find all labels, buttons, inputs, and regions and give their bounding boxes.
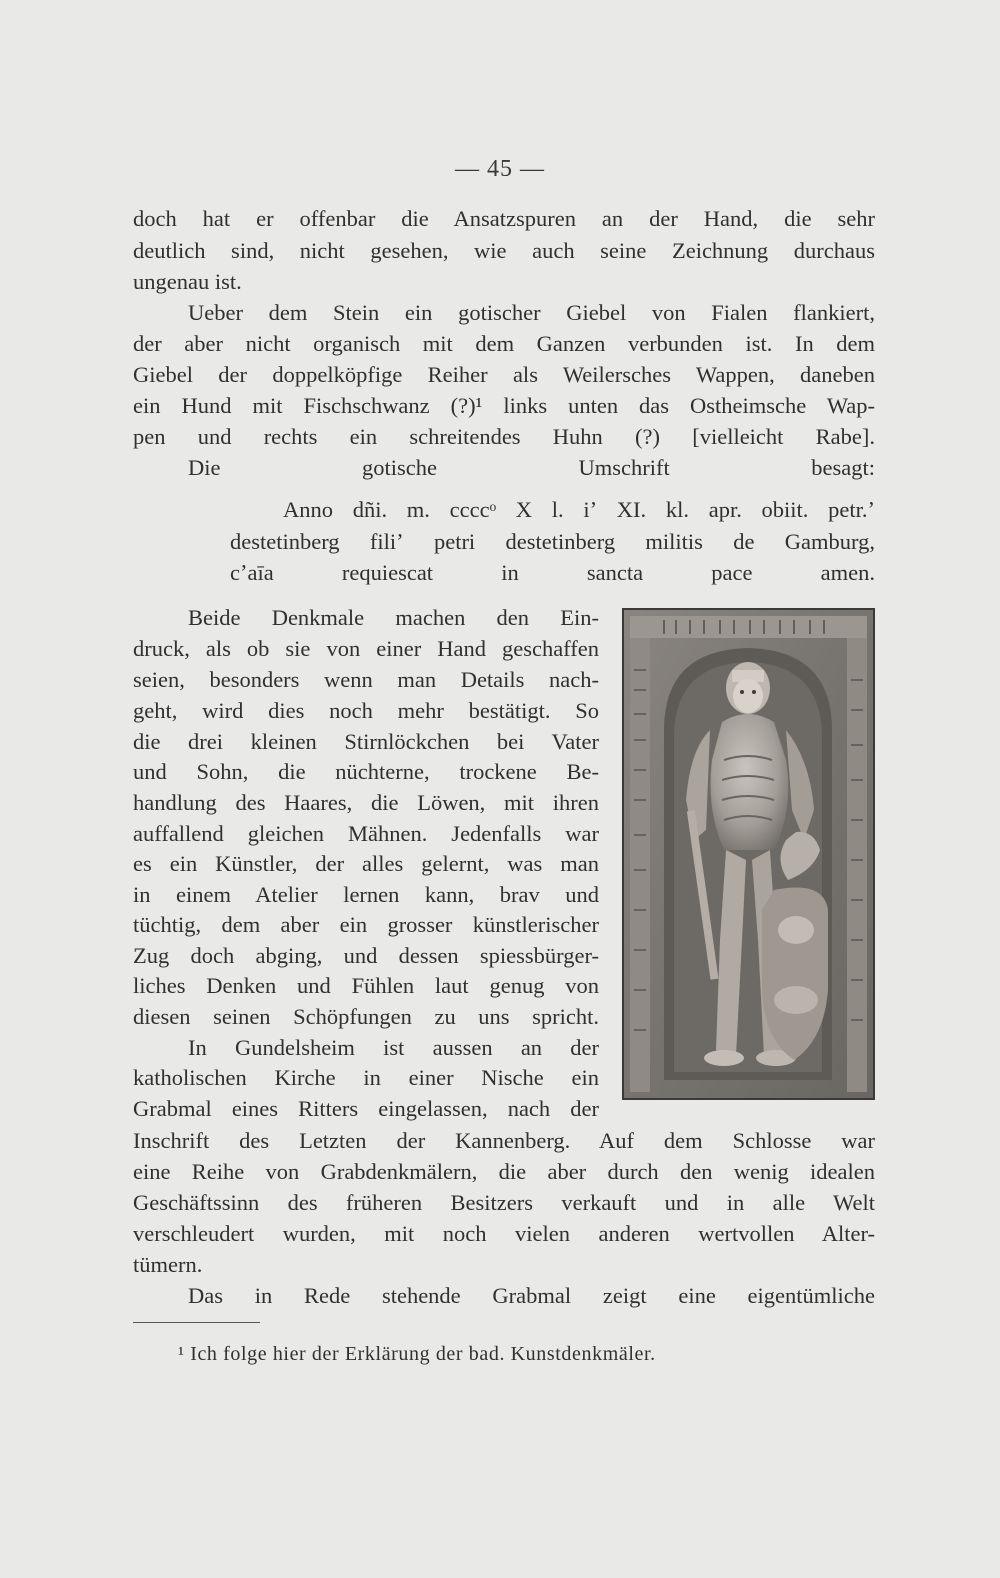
footnote-rule — [133, 1322, 260, 1323]
text-line: Die gotische Umschrift besagt: — [188, 455, 875, 480]
text-line: druck, als ob sie von einer Hand geschaffen — [133, 636, 599, 661]
text-line: Giebel der doppelköpfige Reiher als Weilersches Wappen, daneben — [133, 362, 875, 387]
inscription-line: cʼaīa requiescat in sancta pace amen. — [230, 560, 875, 585]
text-line: Inschrift des Letzten der Kannenberg. Auf dem Schlosse war — [133, 1128, 875, 1153]
text-line: doch hat er offenbar die Ansatzspuren an der Hand, die sehr — [133, 206, 875, 231]
text-line: handlung des Haares, die Löwen, mit ihren — [133, 790, 599, 815]
text-line: diesen seinen Schöpfungen zu uns spricht. — [133, 1004, 599, 1029]
inscription-line: destetinberg filiʼ petri destetinberg militis de Gamburg, — [230, 529, 875, 554]
text-line: liches Denken und Fühlen laut genug von — [133, 973, 599, 998]
text-line: in einem Atelier lernen kann, brav und — [133, 882, 599, 907]
text-line: und Sohn, die nüchterne, trockene Be- — [133, 759, 599, 784]
text-line: eine Reihe von Grabdenkmälern, die aber durch den wenig idealen — [133, 1159, 875, 1184]
text-line: ein Hund mit Fischschwanz (?)¹ links unten das Ostheimsche Wap- — [133, 393, 875, 418]
text-line: die drei kleinen Stirnlöckchen bei Vater — [133, 729, 599, 754]
text-line: es ein Künstler, der alles gelernt, was man — [133, 851, 599, 876]
text-line: ungenau ist. — [133, 269, 242, 294]
tombstone-photo — [622, 608, 875, 1100]
text-line: tümern. — [133, 1252, 203, 1277]
text-line: Das in Rede stehende Grabmal zeigt eine eigentümliche — [188, 1283, 875, 1308]
text-line: geht, wird dies noch mehr bestätigt. So — [133, 698, 599, 723]
page-number: — 45 — — [455, 156, 545, 182]
text-line: Ueber dem Stein ein gotischer Giebel von Fialen flankiert, — [188, 300, 875, 325]
text-line: pen und rechts ein schreitendes Huhn (?) [vielleicht Rabe]. — [133, 424, 875, 449]
text-line: Geschäftssinn des früheren Besitzers verkauft und in alle Welt — [133, 1190, 875, 1215]
text-line: der aber nicht organisch mit dem Ganzen verbunden ist. In dem — [133, 331, 875, 356]
text-line: seien, besonders wenn man Details nach- — [133, 667, 599, 692]
text-line: auffallend gleichen Mähnen. Jedenfalls war — [133, 821, 599, 846]
text-line: Zug doch abging, und dessen spiessbürger- — [133, 943, 599, 968]
text-line: tüchtig, dem aber ein grosser künstlerischer — [133, 912, 599, 937]
inscription-line: Anno dñi. m. ccccᵒ X l. iʼ XI. kl. apr. obiit. petr.ʼ — [283, 497, 875, 522]
text-line: In Gundelsheim ist aussen an der — [188, 1035, 599, 1060]
text-line: verschleudert wurden, mit noch vielen anderen wertvollen Alter- — [133, 1221, 875, 1246]
knight-relief-image — [624, 610, 873, 1098]
text-line: Beide Denkmale machen den Ein- — [188, 605, 599, 630]
text-line: deutlich sind, nicht gesehen, wie auch seine Zeichnung durchaus — [133, 238, 875, 263]
footnote: ¹ Ich folge hier der Erklärung der bad. Kunstdenkmäler. — [178, 1343, 656, 1365]
text-line: Grabmal eines Ritters eingelassen, nach der — [133, 1096, 599, 1121]
text-line: katholischen Kirche in einer Nische ein — [133, 1065, 599, 1090]
